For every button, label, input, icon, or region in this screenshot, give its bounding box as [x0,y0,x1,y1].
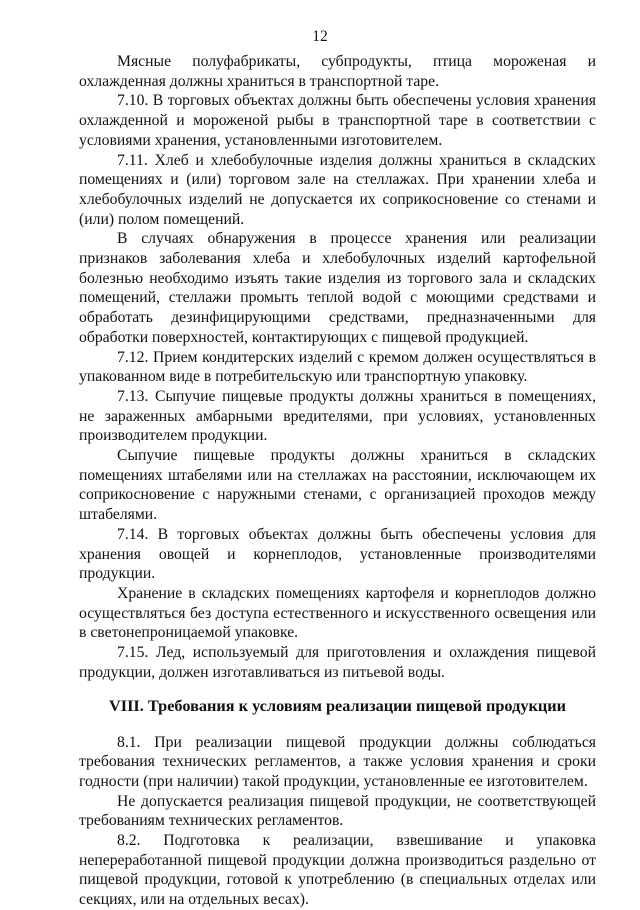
paragraph: Не допускается реализация пищевой продукции, не соответствующей требованиям технических регламентов. [79,792,596,830]
paragraph: 8.2. Подготовка к реализации, взвешивание и упаковка непереработанной пищевой продукции должна производиться раздельно от пищевой продукции, готовой к употреблению (в специальных отделах или секциях, или на отдельных весах). [79,832,596,909]
paragraph: 7.14. В торговых объектах должны быть обеспечены условия для хранения овощей и корнеплодов, установленные производителями продукции. [79,525,596,583]
paragraph: Мясные полуфабрикаты, субпродукты, птица мороженая и охлажденная должны храниться в транспортной таре. [79,53,596,90]
paragraph: 7.11. Хлеб и хлебобулочные изделия должны храниться в складских помещениях и (или) торговом зале на стеллажах. При хранении хлеба и хлебобулочных изделий не допускается их соприкосновение со стенами и (или) полом помещений. [79,151,596,228]
paragraph: В случаях обнаружения в процессе хранения или реализации признаков заболевания хлеба и хлебобулочных изделий картофельной болезнью необходимо изъять такие изделия из торгового зала и складских помещений, стеллажи промыть теплой водой с моющими средствами и обработать дезинфицирующими средствами, предназначенными для обработки поверхностей, контактирующих с пищевой продукцией. [79,230,596,346]
paragraph: 7.15. Лед, используемый для приготовления и охлаждения пищевой продукции, должен изготавливаться из питьевой воды. [79,644,596,681]
paragraph: 7.13. Сыпучие пищевые продукты должны храниться в помещениях, не зараженных амбарными вредителями, при условиях, установленных производителем продукции. [79,387,596,445]
paragraph: 7.10. В торговых объектах должны быть обеспечены условия хранения охлажденной и мороженой рыбы в транспортной таре в соответствии с условиями хранения, установленными изготовителем. [79,92,596,149]
page-number: 12 [312,28,328,45]
document-body [79,52,596,910]
paragraph: 7.12. Прием кондитерских изделий с кремом должен осуществляться в упакованном виде в потребительскую или транспортную упаковку. [79,348,596,386]
section-heading: VIII. Требования к условиям реализации пищевой продукции [109,695,566,715]
paragraph: Хранение в складских помещениях картофеля и корнеплодов должно осуществляться без доступа естественного и искусственного освещения или в светонепроницаемой упаковке. [79,584,596,642]
paragraph: 8.1. При реализации пищевой продукции должны соблюдаться требования технических регламентов, а также условия хранения и сроки годности (при наличии) такой продукции, установленные ее изготовителем. [79,733,596,790]
paragraph: Сыпучие пищевые продукты должны храниться в складских помещениях штабелями или на стеллажах на расстоянии, исключающем их соприкосновение с наружными стенами, с организацией проходов между штабелями. [79,447,596,524]
